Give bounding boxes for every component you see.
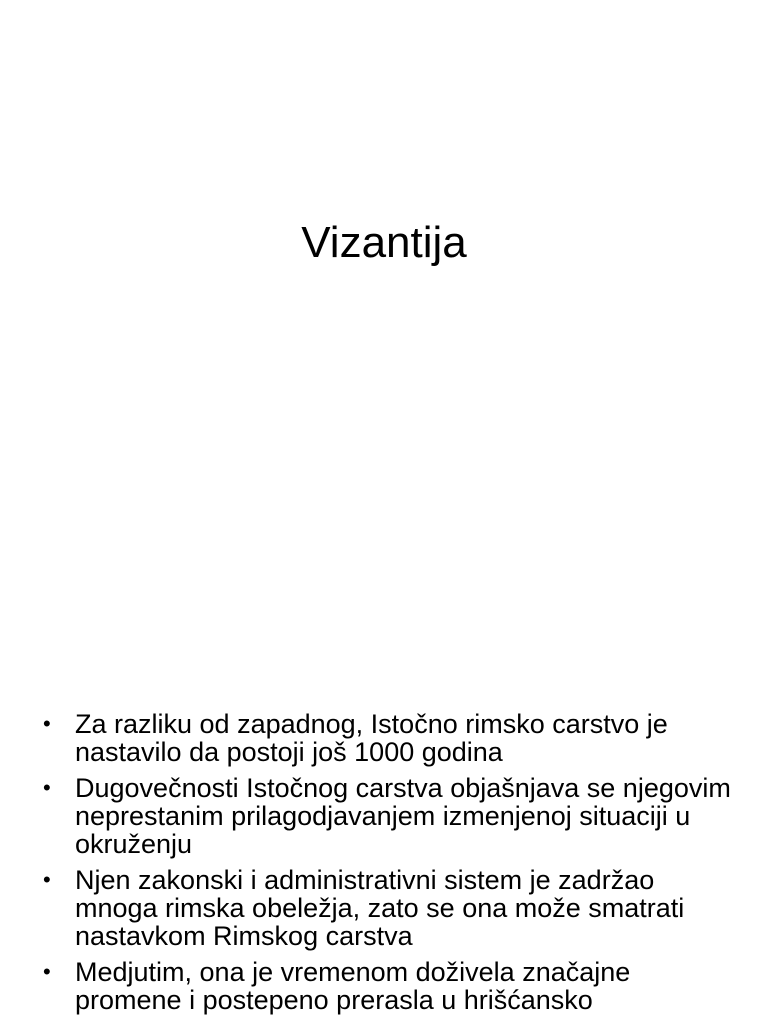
bullet-text: Dugovečnosti Istočnog carstva objašnjava se njegovim neprestanim prilagodjavanjem izmenjenoj situaciji u okruženju: [75, 773, 731, 859]
list-item: [40, 710, 740, 766]
bullet-text: Za razliku od zapadnog, Istočno rimsko carstvo je nastavilo da postoji još 1000 godina: [75, 709, 668, 767]
bullet-text: Medjutim, ona je vremenom doživela značajne promene i postepeno prerasla u hrišćansko: [75, 957, 631, 1015]
slide-title: Vizantija: [301, 218, 467, 267]
list-item: [40, 774, 740, 858]
bullet-text: Njen zakonski i administrativni sistem je zadržao mnoga rimska obeležja, zato se ona može smatrati nastavkom Rimskog carstva: [75, 865, 685, 951]
list-item: [40, 866, 740, 950]
bullet-icon: •: [43, 959, 51, 984]
bullet-list: [40, 710, 740, 1022]
bullet-icon: •: [43, 867, 51, 892]
bullet-icon: •: [43, 775, 51, 800]
bullet-icon: •: [43, 711, 51, 736]
list-item: [40, 958, 740, 1014]
